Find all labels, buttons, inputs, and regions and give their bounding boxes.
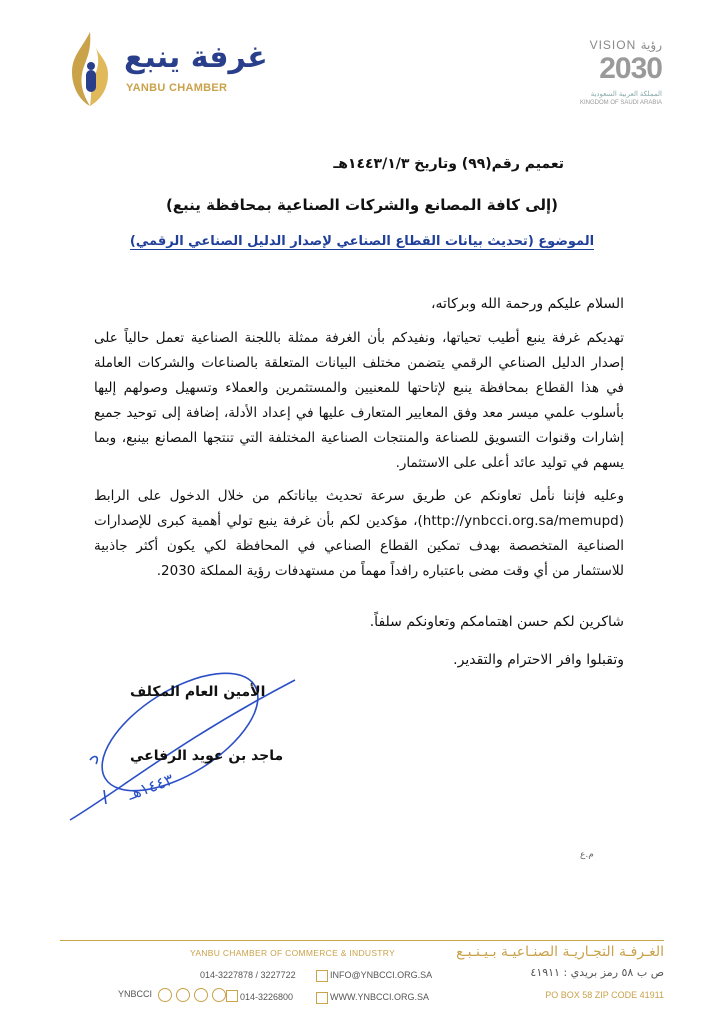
globe-icon [316,992,328,1004]
footer-divider [60,940,664,941]
footer-website: WWW.YNBCCI.ORG.SA [330,992,429,1002]
subject-text: الموضوع (تحديث بيانات القطاع الصناعي لإصدار الدليل الصناعي الرقمي) [129,234,595,249]
footer-org-arabic: الغـرفـة التجـاريـة الصنـاعيـة بـيـنـبـع [456,944,664,960]
footer-phone: 014-3226800 [240,992,294,1002]
footer-social-handle: YNBCCI [118,989,153,999]
signer-name: ماجد بن عويد الرفاعي [130,748,284,764]
yanbu-chamber-logo [60,30,270,110]
closing-thanks: شاكرين لكم حسن اهتمامكم وتعاونكم سلفاً. [369,614,624,630]
facebook-icon [158,988,172,1002]
stamp-date: ١٤٤٣هـ [124,769,177,804]
instagram-icon [176,988,190,1002]
vision-label: VISION رؤية [589,38,662,52]
vision-sub-ar: المملكة العربية السعودية [590,91,662,98]
twitter-icon [212,988,226,1002]
body-paragraph-2: وعليه فإننا نأمل تعاونكم عن طريق سرعة تحديث بياناتكم من خلال الدخول على الرابط (http://ynbcci.org.sa/memupd)، مؤكدين لكم بأن غرفة ينبع تولي أهمية كبرى للإصدارات الصناعية المتخصصة بهدف تمكين القطاع الصناعي في المحافظة لكي يكون أكثر جاذبية للاستثمار من أي وقت مضى باعتباره رافداً مهماً من مستهدفات رؤية المملكة 2030. [94,488,624,579]
closing-regards: وتقبلوا وافر الاحترام والتقدير. [453,652,624,668]
subject-line [0,234,724,249]
footer-org-english: YANBU CHAMBER OF COMMERCE & INDUSTRY [190,948,396,958]
logo-arabic-text: غرفة ينبع [124,40,268,75]
footer-email: INFO@YNBCCI.ORG.SA [330,970,433,980]
circular-reference: تعميم رقم(٩٩) وتاريخ ١٤٤٣/١/٣هـ [333,156,564,172]
footer-pobox-english: PO BOX 58 ZIP CODE 41911 [545,990,664,1000]
footer-pobox-arabic: ص ب ٥٨ رمز بريدي : ٤١٩١١ [530,966,664,979]
body-paragraph-1: تهديكم غرفة ينبع أطيب تحياتها، ونفيدكم بأن الغرفة ممثلة باللجنة الصناعية تعمل حالياً على إصدار الدليل الصناعي الرقمي يتضمن مختلف البيانات المتعلقة بالصناعات والشركات العاملة في هذا القطاع بمحافظة ينبع لإتاحتها للمعنيين والمستثمرين والعملاء وتسهيل وصولهم إليها بأسلوب علمي ميسر معد وفق المعايير المتعارف عليها في إعداد الأدلة، إضافة إلى توحيد جميع إشارات وقنوات التسويق للصناعة والمنتجات الصناعية المختلفة التي تنتجها المصانع بينبع، وبما يسهم في توليد عائد أعلى على الاستثمار. [94,330,624,471]
phone-icon [226,990,238,1002]
email-icon [316,970,328,982]
vision-sub-en: KINGDOM OF SAUDI ARABIA [579,100,662,106]
recipient-line: (إلى كافة المصانع والشركات الصناعية بمحافظة ينبع) [165,196,559,214]
signer-title: الأمين العام المكلف [130,684,266,700]
youtube-icon [194,988,208,1002]
vision-2030-logo [564,38,662,106]
vision-year: 2030 [599,52,662,85]
logo-english-text: YANBU CHAMBER [126,82,228,94]
footer-phone-fax: 014-3227878 / 3227722 [200,970,296,980]
reference-code: م.ع [580,850,594,860]
chamber-emblem-icon [60,30,120,108]
greeting: السلام عليكم ورحمة الله وبركاته، [430,296,624,312]
